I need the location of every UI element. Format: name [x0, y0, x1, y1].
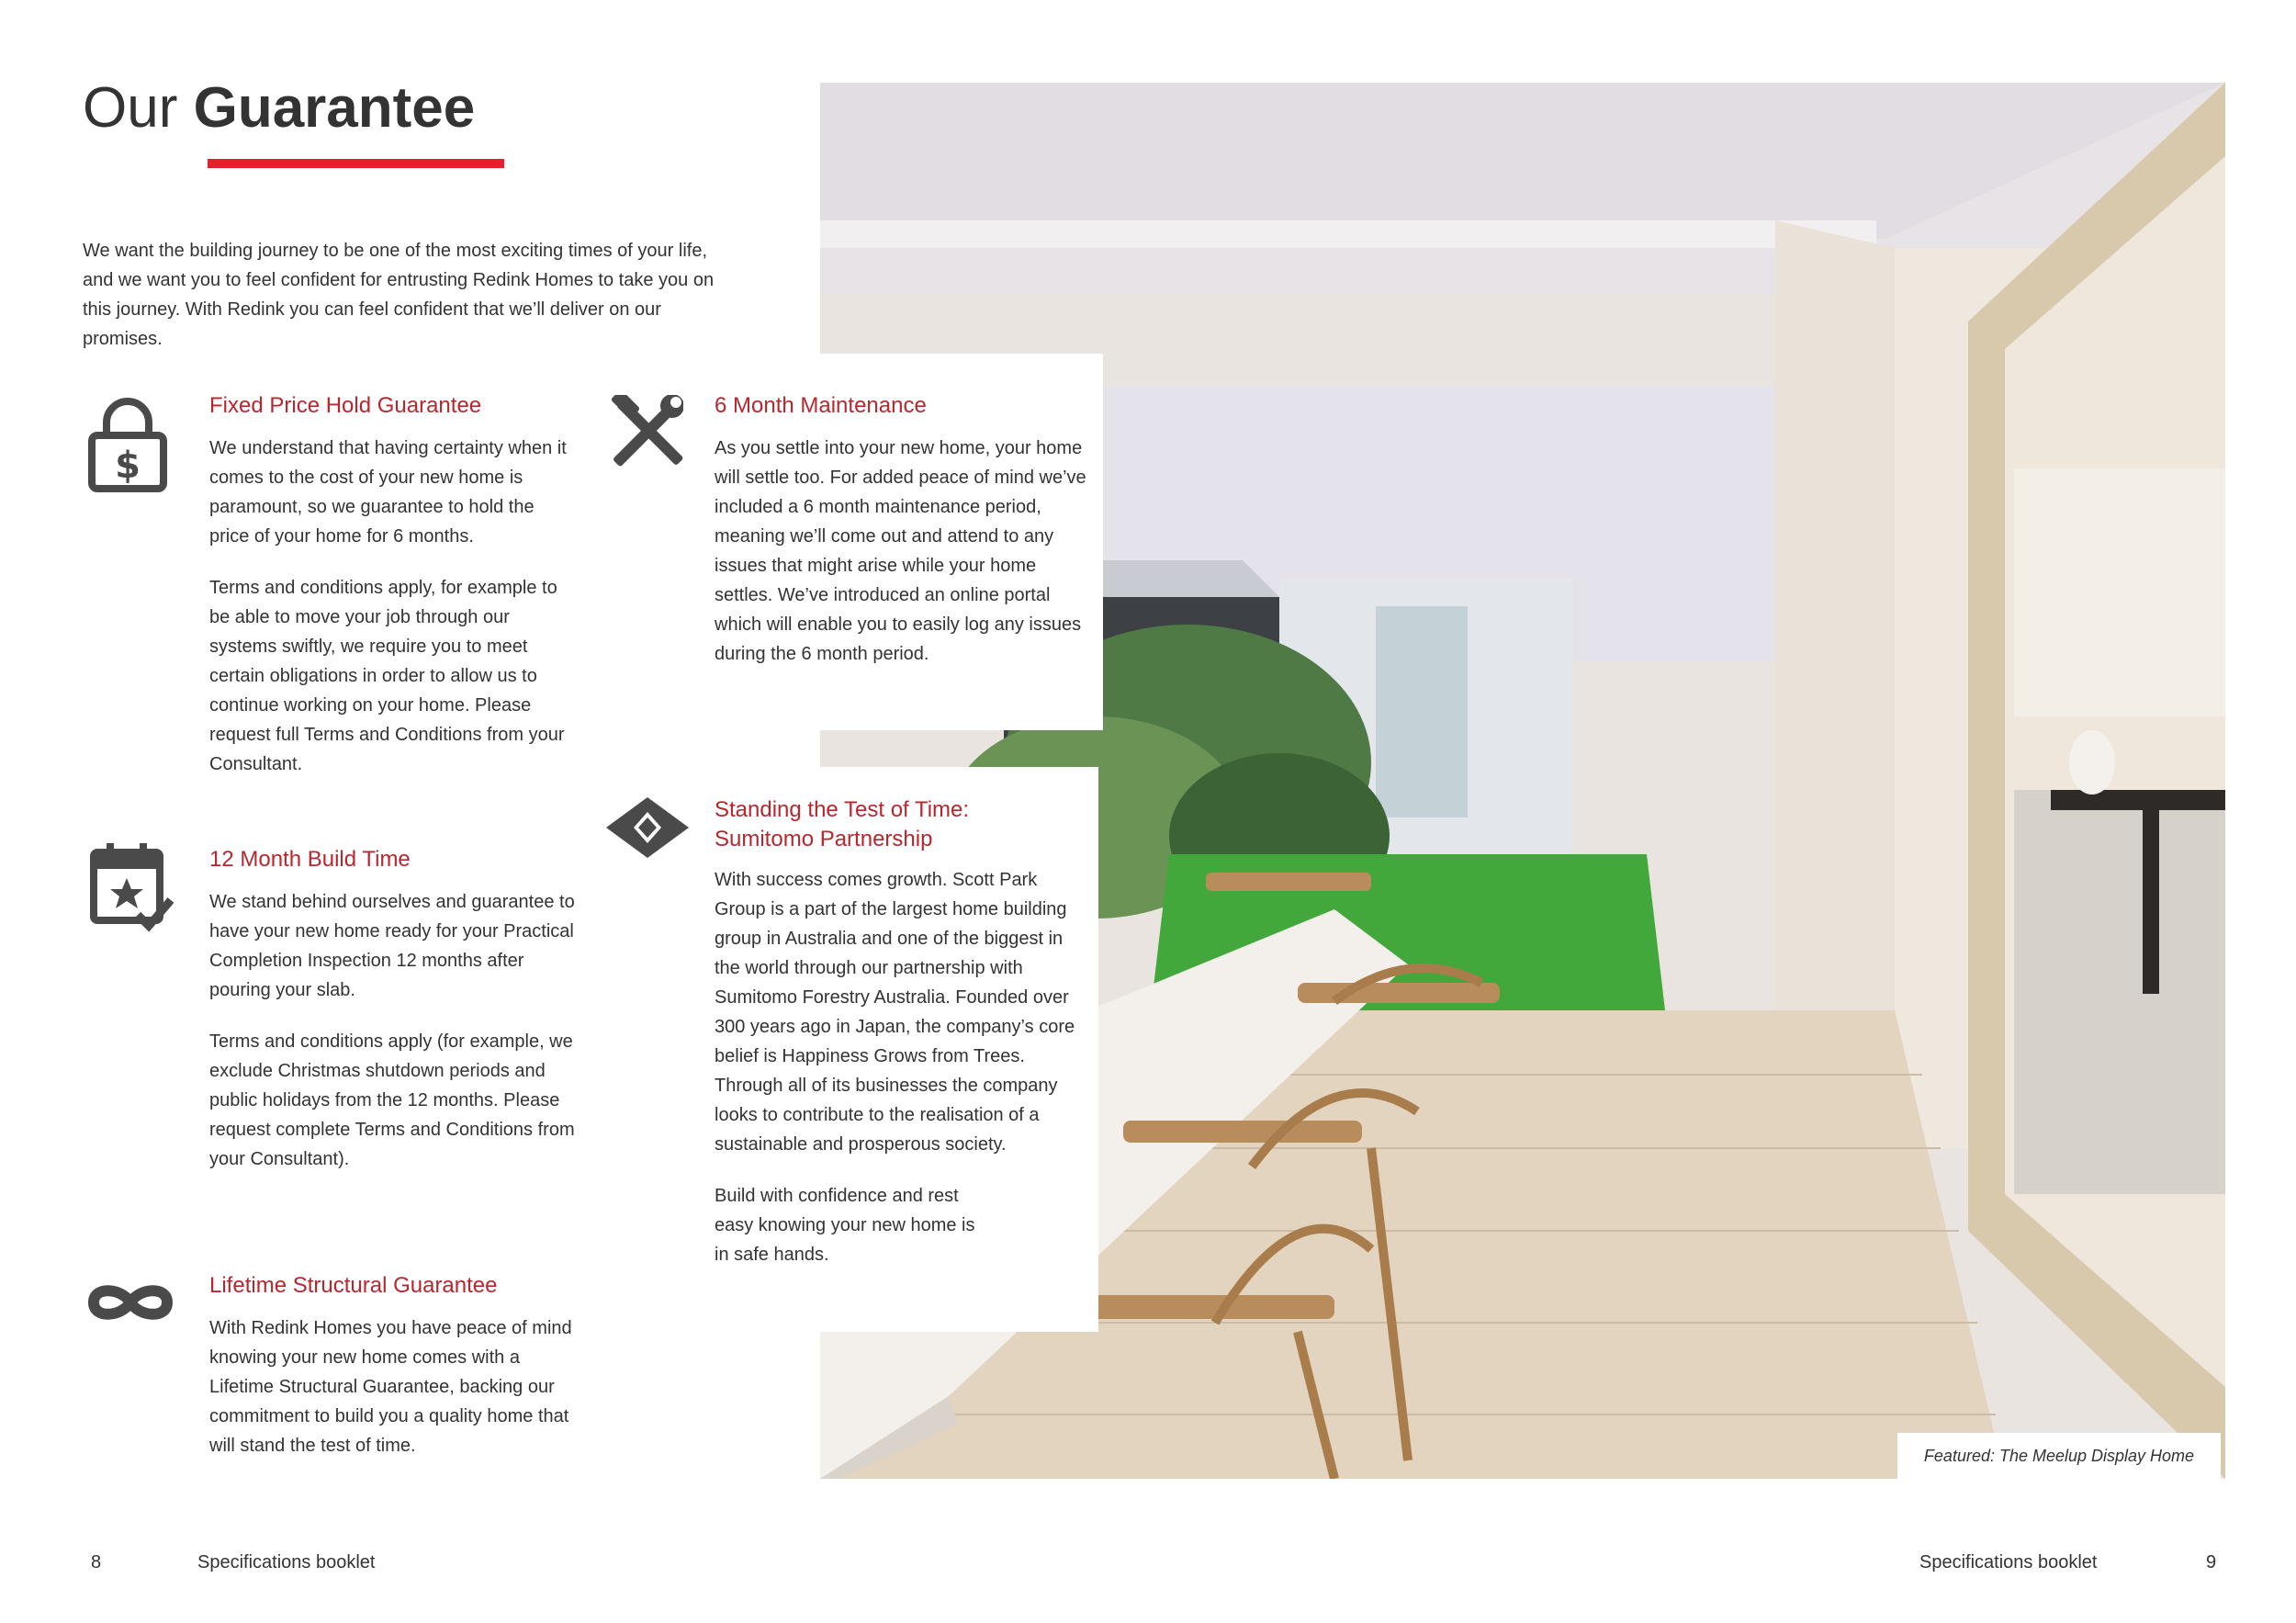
structural-p1: With Redink Homes you have peace of mind knowing your new home comes with a Lifetime Structural Guarantee, backing our commitment to build you a quality home that will stand the test of time.	[209, 1318, 572, 1456]
svg-text:$: $	[115, 445, 141, 487]
page-title	[83, 72, 475, 145]
photo-caption: Featured: The Meelup Display Home	[1897, 1433, 2221, 1479]
structural-heading: Lifetime Structural Guarantee	[209, 1273, 498, 1298]
intro-paragraph: We want the building journey to be one of the most exciting times of your life, and we want you to feel confident for entrusting Redink Homes to take you on this journey. With Redink you can feel confident that we’ll deliver on our promises.	[83, 241, 715, 349]
page-title-light: Our	[83, 76, 178, 140]
sumitomo-p2: Build with confidence and rest easy knowing your new home is in safe hands.	[715, 1186, 975, 1265]
sumitomo-p1: With success comes growth. Scott Park Group is a part of the largest home building group in Australia and one of the biggest in the world through our partnership with Sumitomo Forestry Australia. Founded over 300 years ago in Japan, the company’s core belief is Happiness Grows from Trees. Through all of its businesses the company looks to contribute to the realisation of a sustainable and prosperous society.	[715, 870, 1075, 1155]
sumitomo-heading-line1: Standing the Test of Time:	[715, 797, 970, 822]
maintenance-body	[715, 434, 1089, 691]
maintenance-p1: As you settle into your new home, your home will settle too. For added peace of mind we’ve included a 6 month maintenance period, meaning we’ll come out and attend to any issues that might arise while your home settles. We’ve introduced an online portal which will enable you to easily log any issues during the 6 month period.	[715, 438, 1086, 664]
fixed-price-p1: We understand that having certainty when it comes to the cost of your new home is paramount, so we guarantee to hold the price of your home for 6 months.	[209, 438, 567, 547]
build-time-p2: Terms and conditions apply (for example, we exclude Christmas shutdown periods and public holidays from the 12 months. Please request complete Terms and Conditions from your Consultant).	[209, 1031, 575, 1169]
footer-label-right: Specifications booklet	[1919, 1552, 2098, 1572]
title-underline	[208, 159, 504, 168]
maintenance-heading: 6 Month Maintenance	[715, 393, 927, 418]
structural-body	[209, 1313, 577, 1482]
footer-page-number-left: 8	[91, 1552, 102, 1572]
footer-label-left: Specifications booklet	[197, 1552, 376, 1572]
footer-page-number-right: 9	[2206, 1552, 2217, 1572]
build-time-heading: 12 Month Build Time	[209, 847, 411, 872]
sumitomo-body	[715, 865, 1089, 1291]
sumitomo-heading-line2: Sumitomo Partnership	[715, 827, 933, 851]
hammer-wrench-icon	[612, 395, 683, 467]
padlock-dollar-icon	[88, 393, 167, 492]
calendar-star-check-icon	[90, 843, 174, 933]
page-title-bold: Guarantee	[193, 76, 476, 140]
fixed-price-heading: Fixed Price Hold Guarantee	[209, 393, 482, 418]
build-time-body	[209, 887, 577, 1196]
fixed-price-p2: Terms and conditions apply, for example to be able to move your job through our systems swiftly, we require you to meet certain obligations in order to allow us to continue working on your home. Please request full Terms and Conditions from your Consultant.	[209, 578, 565, 774]
sumitomo-heading	[715, 795, 1091, 854]
sumitomo-logo-icon	[606, 797, 689, 858]
infinity-icon	[86, 1279, 174, 1326]
fixed-price-body	[209, 434, 577, 801]
build-time-p1: We stand behind ourselves and guarantee to have your new home ready for your Practical Completion Inspection 12 months after pouring your slab.	[209, 892, 575, 1000]
